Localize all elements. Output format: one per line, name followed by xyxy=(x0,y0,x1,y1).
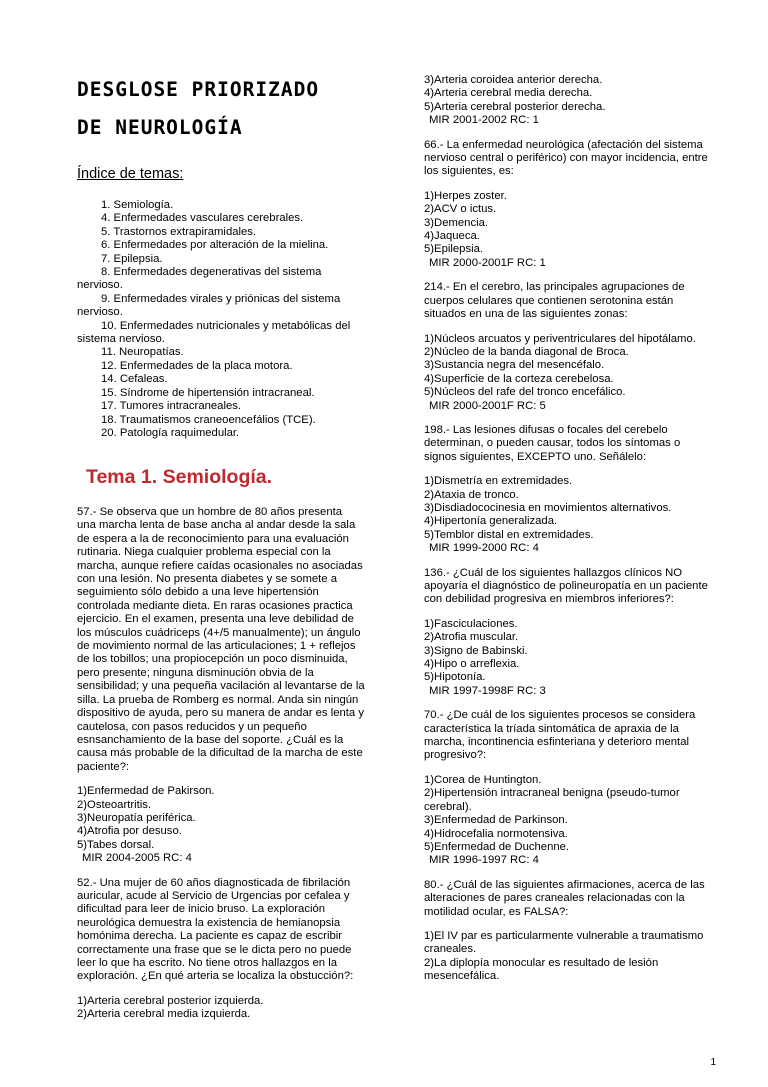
toc-item: 17. Tumores intracraneales. xyxy=(101,400,242,413)
question-text-line: de espera a la de reconocimiento para una evaluación xyxy=(77,532,349,545)
answer-option: 5)Temblor distal en extremidades. xyxy=(424,528,594,541)
toc-item: 9. Enfermedades virales y priónicas del sistema xyxy=(101,292,341,305)
answer-option: 2)Atrofia muscular. xyxy=(424,631,519,644)
question-text-line: situados en una de las siguientes zonas: xyxy=(424,308,628,321)
toc-item: nervioso. xyxy=(77,279,123,292)
answer-option: 4)Atrofia por desuso. xyxy=(77,825,182,838)
answer-option: 3)Sustancia negra del mesencéfalo. xyxy=(424,359,605,372)
question-text-line: progresivo?: xyxy=(424,749,487,762)
question-text-line: ejercicio. En el examen, presenta una leve debilidad de xyxy=(77,613,354,626)
answer-option: 3)Signo de Babinski. xyxy=(424,644,528,657)
answer-option: 2)La diplopía monocular es resultado de lesión xyxy=(424,956,659,969)
answer-option: craneales. xyxy=(424,943,477,956)
question-text-line: apoyaría el diagnóstico de polineuropatía en un paciente xyxy=(424,580,708,592)
question-text-line: sensibilidad; y una pequeña vacilación al levantarse de la xyxy=(77,680,365,693)
answer-option: 1)Herpes zoster. xyxy=(424,189,507,202)
answer-option: 4)Hipo o arreflexia. xyxy=(424,658,520,671)
answer-option: 2)Arteria cerebral media izquierda. xyxy=(77,1008,251,1021)
toc-item: sistema nervioso. xyxy=(77,333,165,346)
mir-reference: MIR 2000-2001F RC: 5 xyxy=(429,399,546,412)
question-text-line: nervioso central o periférico) con mayor incidencia, entre xyxy=(424,152,708,165)
answer-option: 2)Hipertensión intracraneal benigna (pseudo-tumor xyxy=(424,787,680,800)
question-text-line: 214.- En el cerebro, las principales agrupaciones de xyxy=(424,281,685,294)
answer-option: 1)Dismetría en extremidades. xyxy=(424,475,573,488)
table-of-contents xyxy=(77,199,387,440)
question-text-line: seguimiento sólo debido a una leve hipertensión xyxy=(77,586,319,599)
index-heading: Índice de temas: xyxy=(77,166,184,182)
mir-reference: MIR 2001-2002 RC: 1 xyxy=(429,114,539,127)
question-text-line: pero presente; ninguna disminución obvia de la xyxy=(77,666,314,679)
toc-item: 7. Epilepsia. xyxy=(101,252,163,265)
question-text-line: 70.- ¿De cuál de los siguientes procesos se considera xyxy=(424,709,696,722)
answer-option: 2)ACV o ictus. xyxy=(424,203,497,216)
right-questions xyxy=(424,74,729,995)
answer-option: 5)Tabes dorsal. xyxy=(77,838,155,851)
toc-item: 10. Enfermedades nutricionales y metabólicas del xyxy=(101,319,351,332)
answer-option: 4)Jaqueca. xyxy=(424,230,480,243)
tema-heading: Tema 1. Semiología. xyxy=(86,466,273,488)
question-text-line: rutinaria. Niega cualquier problema especial con la xyxy=(77,546,331,559)
question-text-line: marcha, aunque refiere caídas ocasionales no asociadas xyxy=(77,559,363,572)
answer-option: 4)Arteria cerebral media derecha. xyxy=(424,87,593,100)
toc-item: 18. Traumatismos craneoencefálios (TCE). xyxy=(101,413,316,426)
toc-item: 20. Patología raquimedular. xyxy=(101,426,240,439)
question-text-line: silla. La prueba de Romberg es normal. Anda sin ningún xyxy=(77,693,359,706)
toc-item: 14. Cefaleas. xyxy=(101,373,168,386)
answer-option: 3)Enfermedad de Parkinson. xyxy=(424,814,568,827)
toc-item: 8. Enfermedades degenerativas del sistema xyxy=(101,266,322,279)
answer-option: mesencefálica. xyxy=(424,970,500,983)
toc-item: 4. Enfermedades vasculares cerebrales. xyxy=(101,212,304,225)
toc-item: 6. Enfermedades por alteración de la mielina. xyxy=(101,239,329,252)
question-text-line: con una lesión. No presenta diabetes y se somete a xyxy=(77,573,337,586)
question-text-line: una marcha lenta de base ancha al andar desde la sala xyxy=(77,519,356,532)
answer-option: 3)Disdiadococinesia en movimientos alternativos. xyxy=(424,501,672,514)
question-text-line: 198.- Las lesiones difusas o focales del cerebelo xyxy=(424,423,668,436)
answer-option: 4)Hipertonía generalizada. xyxy=(424,515,558,528)
question-text-line: dispositivo de ayuda, pero su manera de andar es lenta y xyxy=(77,707,364,720)
answer-option: 1)Fasciculaciones. xyxy=(424,617,518,630)
answer-option: 4)Superficie de la corteza cerebelosa. xyxy=(424,372,614,385)
question-text-line: signos siguientes, EXCEPTO uno. Señálelo: xyxy=(424,450,647,463)
question-text-line: los músculos cuádriceps (4+/5 manualmente); un ángulo xyxy=(77,626,361,639)
question-text-line: leer lo que ha escrito. No tiene otros hallazgos en la xyxy=(77,957,337,969)
answer-option: 5)Núcleos del rafe del tronco encefálico. xyxy=(424,386,626,399)
answer-option: 2)Osteoartritis. xyxy=(77,798,152,811)
toc-item: 1. Semiología. xyxy=(101,199,174,211)
question-text-line: marcha, incontinencia esfinteriana y deterioro mental xyxy=(424,736,689,749)
answer-option: cerebral). xyxy=(424,800,472,813)
question-text-line: motilidad ocular, es FALSA?: xyxy=(424,905,569,918)
toc-item: nervioso. xyxy=(77,306,123,319)
toc-item: 11. Neuropatías. xyxy=(101,346,184,359)
answer-option: 1)Arteria cerebral posterior izquierda. xyxy=(77,994,264,1007)
toc-item: 12. Enfermedades de la placa motora. xyxy=(101,359,293,372)
answer-option: 2)Ataxia de tronco. xyxy=(424,488,519,501)
question-text-line: 57.- Se observa que un hombre de 80 años presenta xyxy=(77,506,343,518)
question-text-line: de los tobillos; una propiocepción un poco disminuida, xyxy=(77,653,348,666)
answer-option: 5)Enfermedad de Duchenne. xyxy=(424,840,570,853)
answer-option: 3)Arteria coroidea anterior derecha. xyxy=(424,74,603,86)
question-text-line: 80.- ¿Cuál de las siguientes afirmaciones, acerca de las xyxy=(424,878,705,891)
mir-reference: MIR 2000-2001F RC: 1 xyxy=(429,256,546,269)
mir-reference: MIR 1999-2000 RC: 4 xyxy=(429,542,539,555)
answer-option: 3)Demencia. xyxy=(424,216,489,229)
question-text-line: dificultad para leer de inicio bruso. La exploración xyxy=(77,903,326,916)
document-title-line-1: DESGLOSE PRIORIZADO xyxy=(77,78,320,101)
question-text-line: correctamente una frase que se le dicta pero no puede xyxy=(77,943,352,956)
answer-option: 1)Corea de Huntington. xyxy=(424,773,542,786)
answer-option: 5)Epilepsia. xyxy=(424,243,484,256)
answer-option: 5)Hipotonía. xyxy=(424,671,486,684)
answer-option: 3)Neuropatía periférica. xyxy=(77,811,196,824)
question-text-line: cuerpos celulares que contienen serotonina están xyxy=(424,294,674,307)
question-text-line: determinan, o pueden causar, todos los síntomas o xyxy=(424,437,681,450)
mir-reference: MIR 2004-2005 RC: 4 xyxy=(82,852,192,865)
question-text-line: paciente?: xyxy=(77,760,130,773)
mir-reference: MIR 1996-1997 RC: 4 xyxy=(429,854,539,867)
question-text-line: auricular, acude al Servicio de Urgencias por cefalea y xyxy=(77,889,350,902)
answer-option: 2)Núcleo de la banda diagonal de Broca. xyxy=(424,345,629,358)
question-text-line: exploración. ¿En qué arteria se localiza la obstucción?: xyxy=(77,970,354,983)
question-text-line: causa más probable de la dificultad de la marcha de este xyxy=(77,747,363,760)
toc-item: 15. Síndrome de hipertensión intracraneal. xyxy=(101,386,315,399)
question-text-line: alteraciones de pares craneales relacionadas con la xyxy=(424,892,685,905)
question-text-line: neurológica demuestra la existencia de hemianopsia xyxy=(77,916,341,929)
question-text-line: de movimiento normal de las articulaciones; 1 + reflejos xyxy=(77,640,356,653)
question-text-line: 52.- Una mujer de 60 años diagnosticada de fibrilación xyxy=(77,876,351,889)
answer-option: 5)Arteria cerebral posterior derecha. xyxy=(424,100,606,113)
question-text-line: los siguientes, es: xyxy=(424,165,514,178)
answer-option: 1)Núcleos arcuatos y periventriculares del hipotálamo. xyxy=(424,332,696,345)
answer-option: 1)Enfermedad de Pakirson. xyxy=(77,785,215,798)
question-text-line: homónima derecha. La paciente es capaz de escribir xyxy=(77,930,343,943)
question-text-line: esnsanchamiento de la base del soporte. ¿Cuál es la xyxy=(77,733,344,746)
left-questions xyxy=(77,506,382,1022)
question-text-line: característica la tríada sintomática de apraxia de la xyxy=(424,722,679,735)
page-number: 1 xyxy=(710,1057,716,1068)
answer-option: 1)El IV par es particularmente vulnerable a traumatismo xyxy=(424,929,704,942)
question-text-line: con debilidad progresiva en miembros inferiores?: xyxy=(424,593,674,606)
document-title-line-2: DE NEUROLOGÍA xyxy=(77,116,243,139)
mir-reference: MIR 1997-1998F RC: 3 xyxy=(429,684,546,697)
question-text-line: 136.- ¿Cuál de los siguientes hallazgos clínicos NO xyxy=(424,566,683,579)
question-text-line: controlada mediante dieta. En raras ocasiones practica xyxy=(77,599,353,612)
toc-item: 5. Trastornos extrapiramidales. xyxy=(101,225,257,238)
question-text-line: cautelosa, con pasos reducidos y un pequeño xyxy=(77,720,307,733)
question-text-line: 66.- La enfermedad neurológica (afectación del sistema xyxy=(424,138,703,151)
answer-option: 4)Hidrocefalia normotensiva. xyxy=(424,827,568,840)
